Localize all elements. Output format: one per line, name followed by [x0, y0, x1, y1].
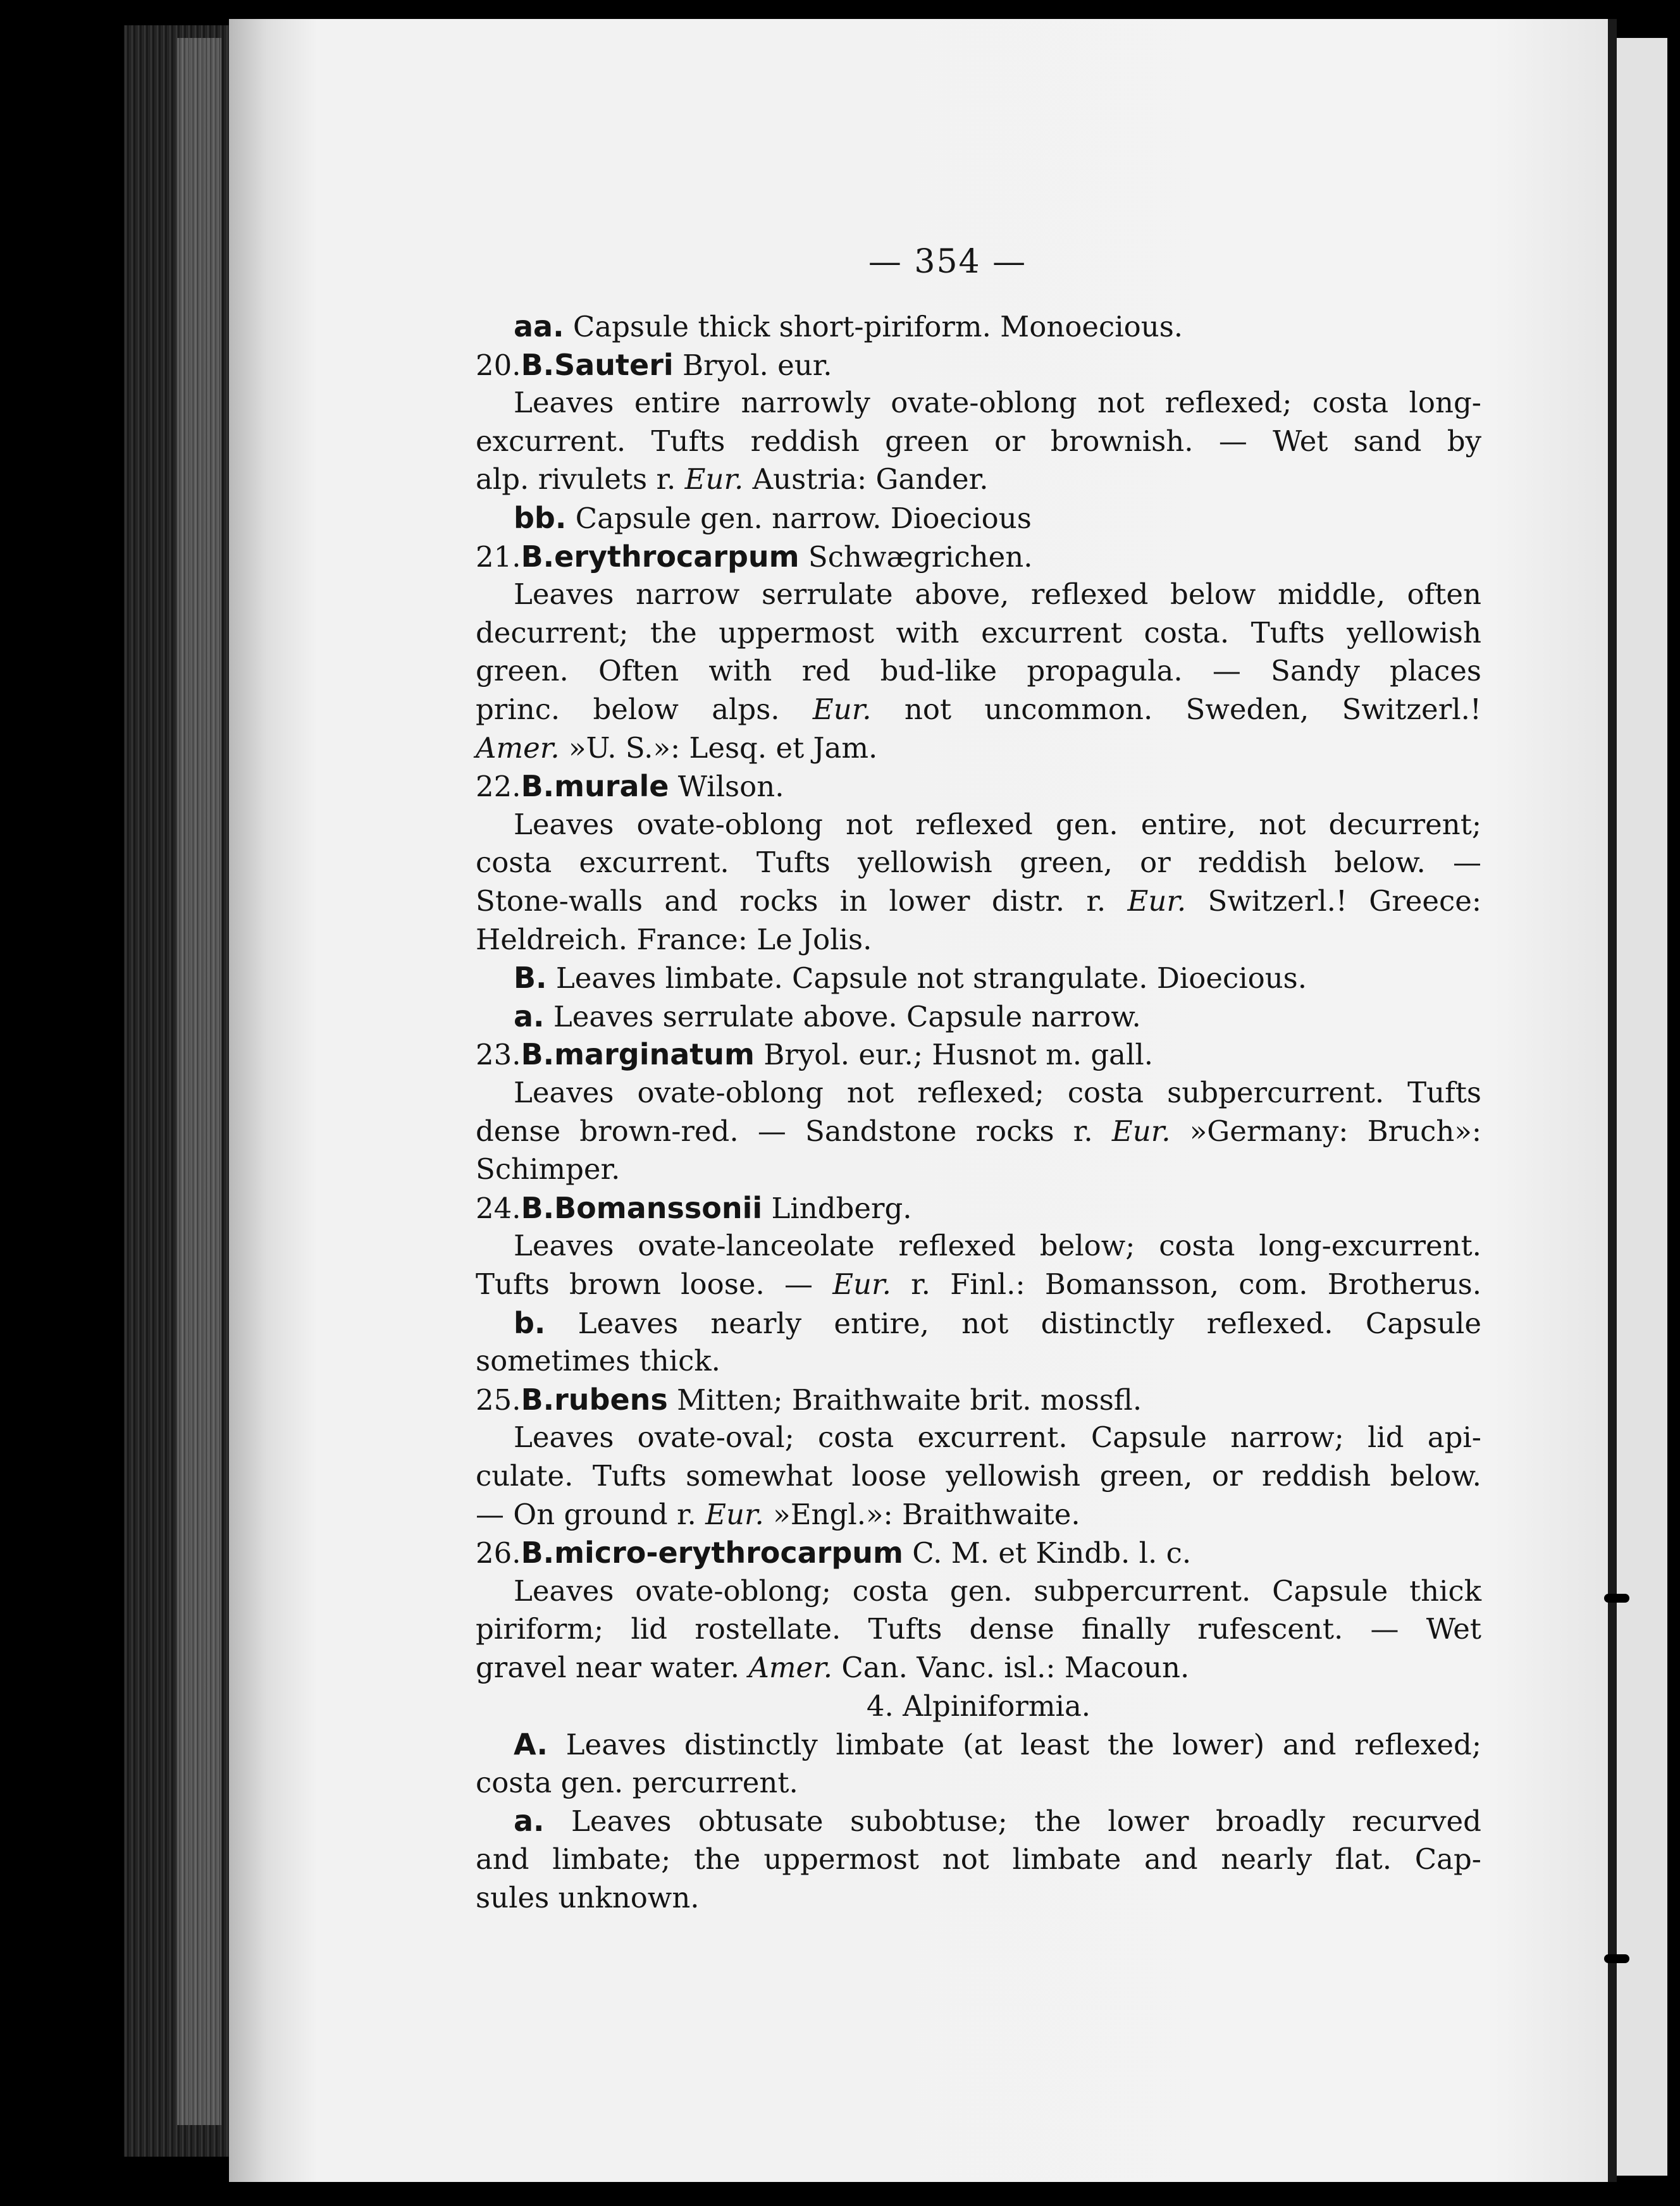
- text-line: [476, 691, 1481, 729]
- text-run: culate. Tufts somewhat loose yellowish green, or reddish below.: [476, 1459, 1481, 1493]
- text-run: Tufts brown loose. —: [476, 1267, 833, 1301]
- text-run: 4. Alpiniformia.: [866, 1689, 1091, 1723]
- italic-term: Eur.: [684, 462, 744, 496]
- text-line: [476, 1610, 1481, 1648]
- bold-term: A.: [514, 1727, 548, 1762]
- text-line: [476, 921, 872, 959]
- text-run: Lindberg.: [762, 1191, 912, 1225]
- text-run: »Engl.»: Braithwaite.: [763, 1497, 1080, 1531]
- text-run: costa excurrent. Tufts yellowish green, or reddish below. —: [476, 846, 1481, 880]
- text-run: Leaves ovate-oblong not reflexed; costa subpercurrent. Tufts: [514, 1076, 1481, 1109]
- bold-term: aa.: [514, 309, 564, 343]
- text-line: [476, 652, 1481, 690]
- text-line: [476, 1381, 1142, 1419]
- text-line: [514, 307, 1183, 345]
- bold-term: B.micro-erythrocarpum: [521, 1536, 903, 1570]
- text-run: 24.: [476, 1191, 521, 1225]
- text-run: Can. Vanc. isl.: Macoun.: [832, 1651, 1190, 1684]
- text-line: [514, 1227, 1481, 1265]
- text-line: [514, 997, 1141, 1035]
- text-run: Heldreich. France: Le Jolis.: [476, 922, 872, 956]
- text-line: [476, 1649, 1189, 1687]
- text-line: [476, 767, 784, 805]
- text-line: [476, 1266, 1481, 1303]
- bold-term: B.Bomanssonii: [521, 1190, 763, 1225]
- text-run: Leaves narrow serrulate above, reflexed below middle, often: [514, 577, 1481, 612]
- text-line: [514, 959, 1307, 997]
- italic-term: Eur.: [1127, 884, 1187, 918]
- text-line: [476, 1035, 1153, 1073]
- bold-term: a.: [514, 1804, 545, 1839]
- italic-term: Eur.: [832, 1267, 891, 1301]
- text-run: Leaves ovate-lanceolate reflexed below; costa long-excurrent.: [514, 1229, 1481, 1263]
- text-run: Leaves ovate-oval; costa excurrent. Capsule narrow; lid api-: [514, 1420, 1481, 1455]
- text-run: Leaves ovate-oblong not reflexed gen. entire, not decurrent;: [514, 807, 1481, 841]
- text-run: sometimes thick.: [476, 1344, 720, 1378]
- text-run: Bryol. eur.: [673, 348, 832, 382]
- bold-term: B.: [514, 961, 547, 995]
- text-run: »Germany: Bruch»:: [1170, 1114, 1482, 1148]
- text-line: [476, 346, 832, 384]
- text-line: [514, 1802, 1481, 1840]
- text-line: [476, 460, 989, 498]
- text-run: 25.: [476, 1383, 521, 1417]
- text-line: [476, 614, 1481, 652]
- text-run: sules unknown.: [476, 1880, 700, 1914]
- text-run: 20.: [476, 348, 521, 382]
- italic-term: Amer.: [476, 730, 560, 765]
- text-run: gravel near water.: [476, 1651, 749, 1684]
- text-run: costa gen. percurrent.: [476, 1765, 798, 1799]
- text-line: [476, 1496, 1080, 1534]
- text-run: Switzerl.! Greece:: [1186, 884, 1481, 918]
- text-line: [476, 844, 1481, 882]
- text-run: »U. S.»: Lesq. et Jam.: [559, 730, 878, 765]
- text-run: and limbate; the uppermost not limbate and nearly flat. Cap-: [476, 1842, 1481, 1876]
- text-run: decurrent; the uppermost with excurrent costa. Tufts yellowish: [476, 615, 1481, 650]
- text-line: [514, 1419, 1481, 1457]
- text-run: piriform; lid rostellate. Tufts dense finally rufescent. — Wet: [476, 1612, 1481, 1646]
- text-run: 23.: [476, 1038, 521, 1072]
- italic-term: Eur.: [1111, 1114, 1171, 1148]
- text-run: r. Finl.: Bomansson, com. Brotherus.: [891, 1267, 1481, 1301]
- text-line: [514, 1572, 1481, 1610]
- text-run: not uncommon. Sweden, Switzerl.!: [871, 693, 1481, 726]
- text-run: Leaves serrulate above. Capsule narrow.: [544, 999, 1141, 1033]
- bold-term: b.: [514, 1305, 546, 1340]
- text-line: [514, 806, 1481, 844]
- bold-term: B.Sauteri: [521, 347, 674, 382]
- text-run: Capsule gen. narrow. Dioecious: [566, 502, 1032, 535]
- text-run: Leaves nearly entire, not distinctly reflexed. Capsule: [545, 1306, 1481, 1340]
- text-run: dense brown-red. — Sandstone rocks r.: [476, 1114, 1112, 1148]
- bold-term: B.murale: [521, 769, 669, 804]
- italic-term: Eur.: [812, 693, 872, 726]
- text-line: [476, 1764, 798, 1802]
- text-line: [476, 882, 1481, 920]
- text-line: [514, 1304, 1481, 1342]
- text-line: [514, 499, 1032, 537]
- bold-term: a.: [514, 999, 545, 1033]
- text-run: excurrent. Tufts reddish green or brownish. — Wet sand by: [476, 424, 1481, 458]
- page-number: — 354 —: [868, 243, 1027, 281]
- text-run: 22.: [476, 770, 521, 804]
- text-line: [476, 1879, 700, 1917]
- text-run: 21.: [476, 539, 521, 574]
- text-run: Bryol. eur.; Husnot m. gall.: [754, 1038, 1154, 1072]
- text-run: Capsule thick short-piriform. Monoecious.: [564, 310, 1183, 343]
- text-run: Schwægrichen.: [799, 539, 1033, 574]
- text-line: [476, 1534, 1191, 1572]
- text-run: Schimper.: [476, 1152, 621, 1186]
- text-line: [476, 1342, 720, 1380]
- bold-term: B.rubens: [521, 1382, 668, 1417]
- text-line: [476, 729, 877, 767]
- text-line: [476, 1189, 912, 1227]
- text-run: Stone-walls and rocks in lower distr. r.: [476, 884, 1128, 918]
- text-line: [514, 576, 1481, 613]
- italic-term: Amer.: [748, 1651, 833, 1684]
- text-line: [476, 538, 1033, 576]
- bold-term: B.erythrocarpum: [521, 539, 800, 574]
- text-line: [514, 1725, 1481, 1763]
- italic-term: Eur.: [705, 1497, 764, 1531]
- text-run: Leaves obtusate subobtuse; the lower broadly recurved: [544, 1804, 1481, 1839]
- text-line: [476, 1687, 1481, 1725]
- text-run: Leaves ovate-oblong; costa gen. subpercurrent. Capsule thick: [514, 1574, 1481, 1608]
- text-run: princ. below alps.: [476, 693, 813, 726]
- text-run: — On ground r.: [476, 1497, 706, 1531]
- text-line: [514, 1074, 1481, 1112]
- bold-term: B.marginatum: [521, 1037, 755, 1072]
- text-run: green. Often with red bud-like propagula. — Sandy places: [476, 654, 1481, 688]
- text-run: Leaves entire narrowly ovate-oblong not reflexed; costa long-: [514, 386, 1481, 420]
- text-run: Austria: Gander.: [743, 462, 989, 496]
- text-line: [476, 1112, 1481, 1150]
- text-line: [476, 1840, 1481, 1878]
- text-run: Wilson.: [669, 770, 784, 804]
- text-run: alp. rivulets r.: [476, 462, 685, 496]
- text-line: [476, 1457, 1481, 1495]
- bold-term: bb.: [514, 501, 567, 535]
- text-line: [476, 1150, 620, 1188]
- text-line: [476, 422, 1481, 460]
- text-run: Leaves distinctly limbate (at least the lower) and reflexed;: [547, 1728, 1481, 1762]
- text-run: Leaves limbate. Capsule not strangulate. Dioecious.: [547, 961, 1307, 995]
- text-run: 26.: [476, 1536, 521, 1570]
- text-run: C. M. et Kindb. l. c.: [903, 1536, 1192, 1570]
- text-run: Mitten; Braithwaite brit. mossfl.: [667, 1383, 1142, 1417]
- text-line: [514, 384, 1481, 422]
